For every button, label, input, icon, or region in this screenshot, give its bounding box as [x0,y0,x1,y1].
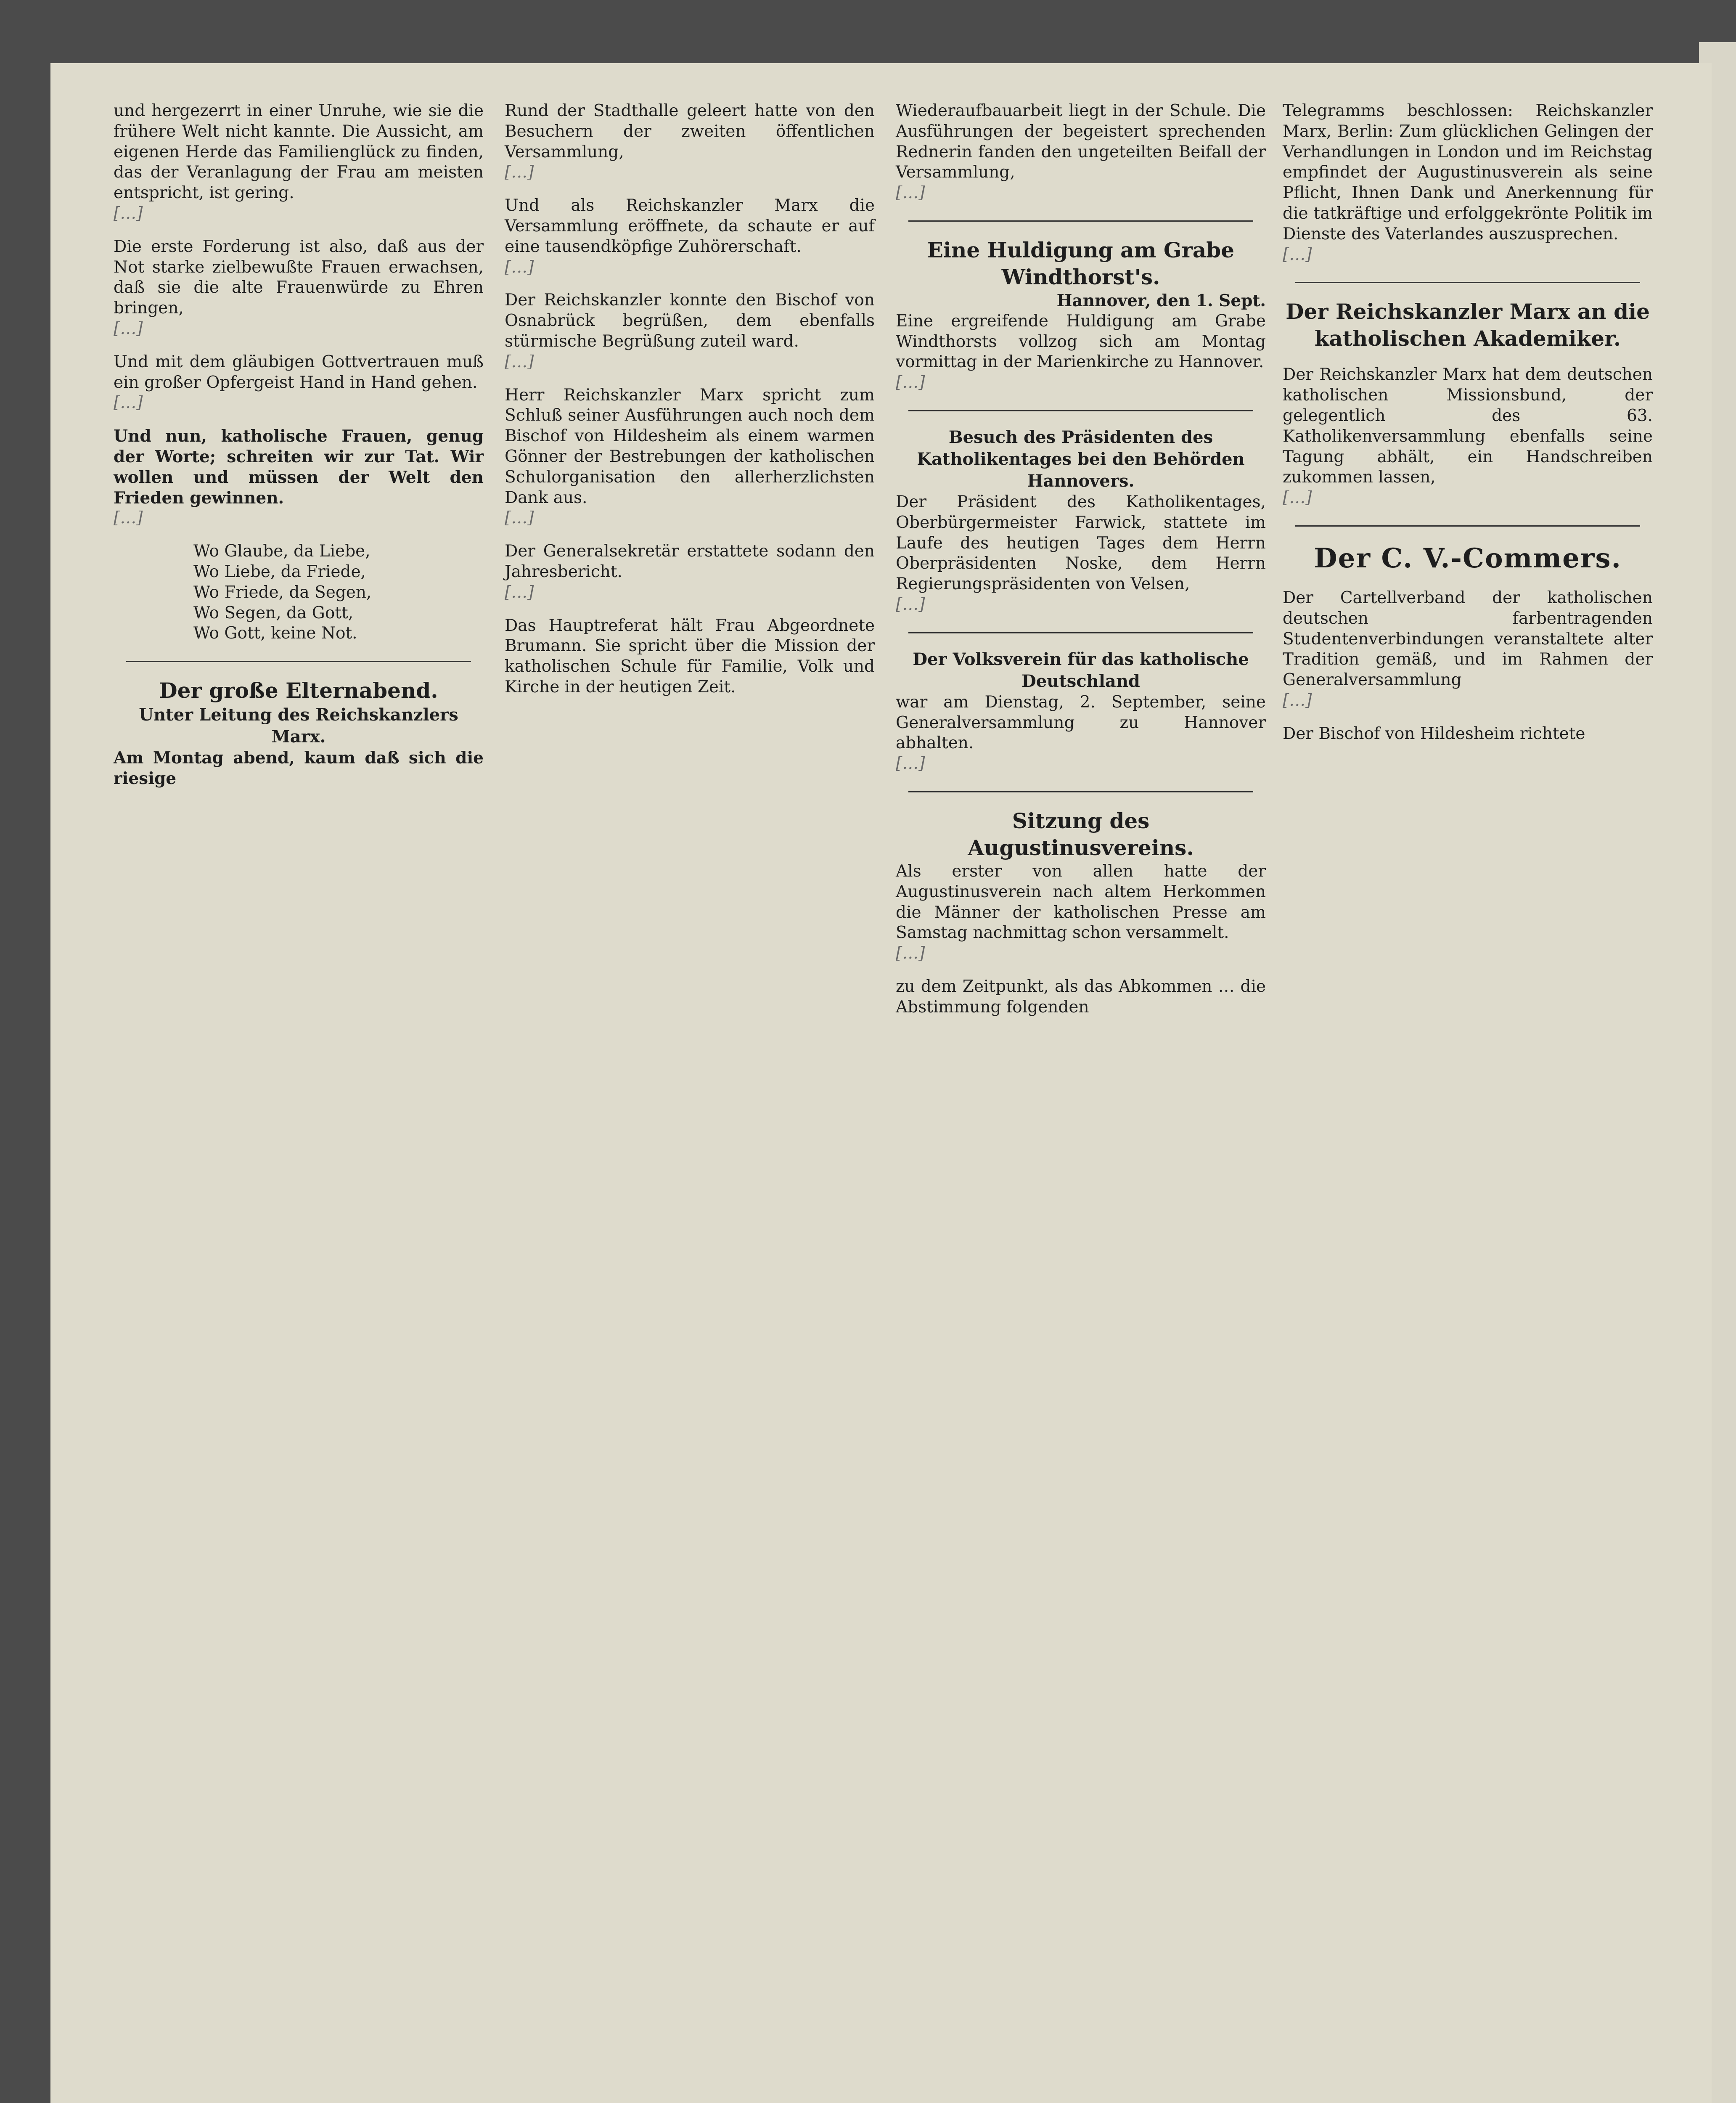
col1-paragraph-4: Und nun, katholische Frauen, genug der Worte; schreiten wir zur Tat. Wir wollen und müssen der Welt den Frieden gewinnen. [114,426,484,508]
col3-dateline: Hannover, den 1. Sept. [1056,291,1266,310]
col4-omission-3: […] [1283,691,1312,710]
col3-paragraph-1: Eine ergreifende Huldigung am Grabe Windthorsts vollzog sich am Montag vormittag in der Marienkirche zu Hannover. [896,311,1266,372]
col2-omission-2: […] [505,257,534,277]
col3-heading-windthorst: Eine Huldigung am Grabe Windthorst's. [927,237,1235,289]
divider [908,632,1253,633]
col1-paragraph-3: Und mit dem gläubigen Gottvertrauen muß ein großer Opfergeist Hand in Hand gehen. [114,352,484,392]
newspaper-page [50,63,1712,2103]
col1-omission-1: […] [114,204,143,223]
verse-line: Wo Glaube, da Liebe, [193,542,370,561]
col2-omission-3: […] [505,352,534,371]
col4-top-text: Telegramms beschlossen: Reichskanzler Marx, Berlin: Zum glücklichen Gelingen der Verhandlungen in London und im Reichstag empfindet der Augustinusverein als seine Pflicht, Ihnen Dank und Anerkennung für die tatkräftige und erfolggekrönte Politik im Dienste des Vaterlandes auszusprechen. [1283,101,1653,244]
col2-paragraph-4: Herr Reichskanzler Marx spricht zum Schluß seiner Ausführungen auch noch dem Bischof von Hildesheim als einem warmen Gönner der Bestrebungen der katholischen Schulorganisation den allerherzlichsten Dank aus. [505,385,875,507]
col4-omission-2: […] [1283,488,1312,508]
column-3 [896,101,1266,1018]
col1-heading: Der große Elternabend. [159,678,438,703]
column-1 [114,101,484,789]
divider [126,661,471,662]
col2-omission-1: […] [505,163,534,182]
col3-tail-text: zu dem Zeitpunkt, als das Abkommen … die Abstimmung folgenden [896,977,1266,1017]
col3-heading-augustinus: Sitzung des Augustinusvereins. [968,808,1194,860]
col4-paragraph-2: Der Cartellverband der katholischen deutschen farbentragenden Studentenverbindungen veranstaltete alter Tradition gemäß, und im Rahmen der Generalversammlung [1283,588,1653,690]
col2-omission-4: […] [505,509,534,528]
col4-omission-1: […] [1283,245,1312,264]
col4-tail-text: Der Bischof von Hildesheim richtete [1283,724,1585,743]
col3-paragraph-4: Als erster von allen hatte der Augustinusverein nach altem Herkommen die Männer der katholischen Presse am Samstag nachmittag schon versammelt. [896,861,1266,943]
col1-tail-text: Am Montag abend, kaum daß sich die riesige [114,748,484,788]
col3-omission-3: […] [896,595,925,614]
col3-heading-praesident: Besuch des Präsidenten des Katholikentages bei den Behörden Hannovers. [917,427,1245,491]
col2-paragraph-3: Der Reichskanzler konnte den Bischof von Osnabrück begrüßen, dem ebenfalls stürmische Begrüßung zuteil ward. [505,291,875,351]
col1-omission-3: […] [114,393,143,413]
col1-omission-2: […] [114,319,143,338]
col3-top-text: Wiederaufbauarbeit liegt in der Schule. Die Ausführungen der begeistert sprechenden Rednerin fanden den ungeteilten Beifall der Versammlung, [896,101,1266,182]
col3-omission-2: […] [896,373,925,392]
divider [1295,282,1640,283]
col2-top-text: Rund der Stadthalle geleert hatte von den Besuchern der zweiten öffentlichen Versammlung, [505,101,875,162]
divider [908,220,1253,222]
col3-omission-5: […] [896,944,925,963]
verse-line: Wo Gott, keine Not. [193,624,357,643]
col2-tail-text: Das Hauptreferat hält Frau Abgeordnete Brumann. Sie spricht über die Mission der katholischen Schule für Familie, Volk und Kirche in der heutigen Zeit. [505,616,875,697]
divider [1295,525,1640,527]
divider [908,791,1253,792]
col3-omission-1: […] [896,183,925,203]
col2-paragraph-5: Der Generalsekretär erstattete sodann den Jahresbericht. [505,542,875,581]
col3-paragraph-3: war am Dienstag, 2. September, seine Generalversammlung zu Hannover abhalten. [896,692,1266,753]
col2-omission-5: […] [505,583,534,602]
divider [908,410,1253,411]
col3-paragraph-2: Der Präsident des Katholikentages, Oberbürgermeister Farwick, stattete im Laufe des heutigen Tages dem Herrn Oberpräsidenten Noske, dem Herrn Regierungspräsidenten von Velsen, [896,492,1266,594]
verse-line: Wo Liebe, da Friede, [193,562,366,581]
verse-line: Wo Segen, da Gott, [193,603,354,622]
column-4 [1283,101,1653,744]
col1-paragraph-2: Die erste Forderung ist also, daß aus der Not starke zielbewußte Frauen erwachsen, daß sie die alte Frauenwürde zu Ehren bringen, [114,237,484,318]
col1-top-text: und hergezerrt in einer Unruhe, wie sie die frühere Welt nicht kannte. Die Aussicht, am eigenen Herde das Familienglück zu finden, das der Veranlagung der Frau am meisten entspricht, ist gering. [114,101,484,203]
column-2 [505,101,875,698]
verse-line: Wo Friede, da Segen, [193,583,372,602]
col4-heading-commers: Der C. V.-Commers. [1314,542,1622,574]
col4-heading-akademiker: Der Reichskanzler Marx an die katholischen Akademiker. [1286,299,1650,351]
col1-subheading: Unter Leitung des Reichskanzlers Marx. [139,705,458,747]
col1-omission-4: […] [114,509,143,528]
col4-paragraph-1: Der Reichskanzler Marx hat dem deutschen katholischen Missionsbund, der gelegentlich des 63. Katholikenversammlung ebenfalls seine Tagung abhält, ein Handschreiben zukommen lassen, [1283,365,1653,487]
col3-omission-4: […] [896,754,925,773]
col2-paragraph-2: Und als Reichskanzler Marx die Versammlung eröffnete, da schaute er auf eine tausendköpfige Zuhörerschaft. [505,196,875,256]
col3-heading-volksverein: Der Volksverein für das katholische Deutschland [913,649,1249,691]
